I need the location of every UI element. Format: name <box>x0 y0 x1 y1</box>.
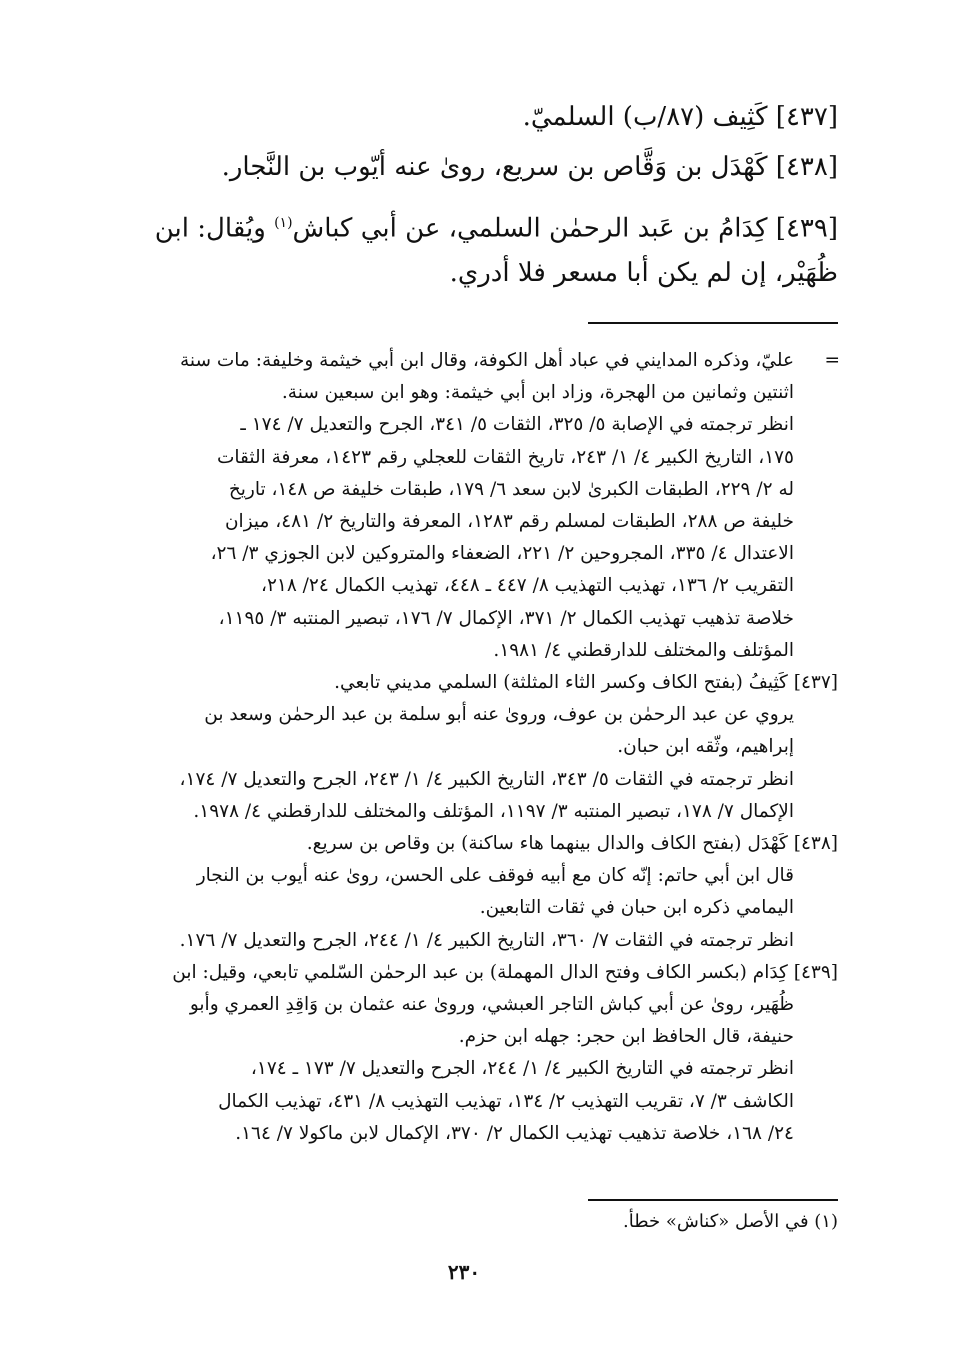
note-line: حنيفة، قال الحافظ ابن حجر: جهله ابن حزم. <box>458 1026 794 1048</box>
entry-439-text-a: [٤٣٩] كِدَامُ بن عَبد الرحمٰن السلمي، عن أبي كباش <box>292 213 838 244</box>
continuation-mark: = <box>824 350 840 371</box>
note-line: إبراهيم، وثّقه ابن حبان. <box>617 736 794 758</box>
note-line: ظُهَير، روىٰ عن أبي كباش التاجر العبشي، وروىٰ عنه عثمان بن وَاقِدِ العمري وأبو <box>189 994 794 1016</box>
note-line: ٢٤/ ١٦٨، خلاصة تذهيب تهذيب الكمال ٢/ ٣٧٠، الإكمال لابن ماكولا ٧/ ١٦٤. <box>235 1122 794 1144</box>
note-line: انظر ترجمته في الثقات ٥/ ٣٤٣، التاريخ الكبير ٤/ ١/ ٢٤٣، الجرح والتعديل ٧/ ١٧٤، <box>179 768 794 790</box>
note-line <box>90 345 838 377</box>
commentary-notes <box>90 345 838 1150</box>
note-line: انظر ترجمته في الإصابة ٥/ ٣٢٥، الثقات ٥/ ٣٤١، الجرح والتعديل ٧/ ١٧٤ ـ <box>240 414 794 436</box>
page-number: ٢٣٠ <box>447 1260 481 1284</box>
note-line: الكاشف ٣/ ٧، تقريب التهذيب ٢/ ١٣٤، تهذيب التهذيب ٨/ ٤٣١، تهذيب الكمال <box>218 1090 794 1112</box>
note-heading-439: [٤٣٩] كِدَام (بكسر الكاف وفتح الدال المهملة) بن عبد الرحمٰن السّلمي تابعي، وقيل: ابن <box>172 961 838 983</box>
note-line: انظر ترجمته في الثقات ٧/ ٣٦٠، التاريخ الكبير ٤/ ١/ ٢٤٤، الجرح والتعديل ٧/ ١٧٦. <box>179 929 794 951</box>
note-line: خلاصة تذهيب تهذيب الكمال ٢/ ٣٧١، الإكمال ٧/ ١٧٦، تبصير المنتبه ٣/ ١١٩٥، <box>218 607 794 629</box>
note-line: الاعتدال ٤/ ٣٣٥، المجروحين ٢/ ٢٢١، الضعفاء والمتروكين لابن الجوزي ٣/ ٢٦، <box>210 543 794 565</box>
note-line: انظر ترجمته في التاريخ الكبير ٤/ ١/ ٢٤٤، الجرح والتعديل ٧/ ١٧٣ ـ ١٧٤، <box>250 1058 794 1080</box>
note-line-text: عليّ، وذكره المدايني في عباد أهل الكوفة، وقال ابن أبي خيثمة وخليفة: مات سنة <box>179 350 794 371</box>
entry-437: [٤٣٧] كَثِيف (٨٧/ب) السلميّ. <box>522 102 838 132</box>
entry-438: [٤٣٨] كَهْدَل بن وَقَّاص بن سريع، روىٰ عنه أيّوب بن النَّجار. <box>221 152 838 182</box>
entry-439-continued: ظُهَيْر، إن لم يكن أبا مسعر فلا أدري. <box>449 257 838 288</box>
note-line: ١٧٥، التاريخ الكبير ٤/ ١/ ٢٤٣، تاريخ الثقات للعجلي رقم ١٤٢٣، معرفة الثقات <box>216 446 794 468</box>
note-line: له ٢/ ٢٢٩، الطبقات الكبرىٰ لابن سعد ٦/ ١٧٩، طبقات خليفة ص ١٤٨، تاريخ <box>228 478 794 500</box>
note-line: التقريب ٢/ ١٣٦، تهذيب التهذيب ٨/ ٤٤٧ ـ ٤٤٨، تهذيب الكمال ٢٤/ ٢١٨، <box>261 575 794 597</box>
note-line: اثنتين وثمانين من الهجرة، وزاد ابن أبي خيثمة: وهو ابن سبعين سنة. <box>281 382 794 404</box>
note-line: المؤتلف والمختلف للدارقطني ٤/ ١٩٨١. <box>493 639 794 661</box>
note-heading-437: [٤٣٧] كَثِيفُ (بفتح الكاف وكسر الثاء المثلثة) السلمي مديني تابعي. <box>334 672 838 694</box>
footnote-1: (١) في الأصل «كناش» خطأ. <box>623 1211 838 1232</box>
note-line: اليمامي ذكره ابن حبان في ثقات التابعين. <box>479 897 794 919</box>
page-body <box>90 95 840 1284</box>
entry-439-text-b: ويُقال: ابن <box>154 213 275 244</box>
footnote-marker: (١) <box>274 215 293 231</box>
note-heading-438: [٤٣٨] كَهْدَل (بفتح الكاف والدال بينهما هاء ساكنة) بن وقاص بن سريع. <box>306 833 838 855</box>
main-text <box>90 95 838 295</box>
note-line: خليفة ص ٢٨٨، الطبقات لمسلم رقم ١٢٨٣، المعرفة والتاريخ ٢/ ٤٨١، ميزان <box>224 511 794 533</box>
footnotes <box>90 1207 838 1237</box>
note-line: الإكمال ٧/ ١٧٨، تبصير المنتبه ٣/ ١١٩٧، المؤتلف والمختلف للدارقطني ٤/ ١٩٧٨. <box>193 800 794 822</box>
note-line: يروي عن عبد الرحمٰن بن عوف، وروىٰ عنه أبو سلمة بن عبد الرحمٰن وسعد بن <box>204 704 794 726</box>
entry-439 <box>90 201 838 251</box>
footnote-separator <box>588 1199 838 1201</box>
notes-separator <box>588 322 838 324</box>
note-line: قال ابن أبي حاتم: إنّه كان مع أبيه فوقف على الحسن، روىٰ عنه أيوب بن النجار <box>196 865 794 887</box>
